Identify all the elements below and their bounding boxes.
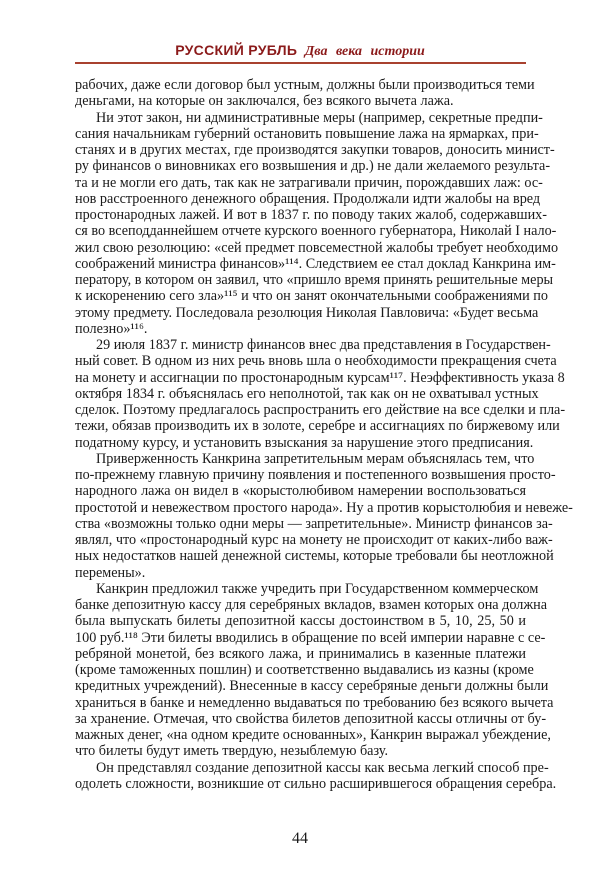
paragraph [75, 109, 559, 338]
text-line: Он представлял создание депозитной кассы как весьма легкий способ пре- [96, 759, 549, 776]
paragraph [75, 450, 573, 581]
text-line: ператору, в котором он заявил, что «пришло время принять решительные меры [75, 272, 554, 288]
text-line: сделок. Поэтому предлагалось распространить его действие на все сделки и пла- [75, 402, 566, 418]
text-line: та и не могли его дать, так как не затрагивали причин, порождавших лаж: ос- [75, 174, 543, 191]
text-line: ных недостатков нашей денежной системы, которые требовали бы неотложной [75, 548, 554, 565]
text-line: ребряной монетой, без всякого лажа, и принимались в казенные платежи [75, 645, 526, 662]
text-line: кредитных учреждений). Внесенные в кассу серебряные деньги должны были [75, 678, 549, 695]
text-line: на монету и ассигнации по простонародным курсам¹¹⁷. Неэффективность указа 8 [75, 369, 565, 386]
text-line: к искоренению сего зла»¹¹⁵ и что он занят окончательными соображениями по [75, 288, 548, 305]
text-line: рабочих, даже если договор был устным, должны были производиться теми [75, 77, 535, 93]
text-line: ся во всеподданнейшем отчете курского военного губернатора, Николай I нало- [75, 223, 557, 240]
header-rule [75, 62, 526, 64]
text-line: Приверженность Канкрина запретительным мерам объяснялась тем, что [96, 450, 535, 467]
text-line: 29 июля 1837 г. министр финансов внес два представления в Государствен- [96, 337, 551, 353]
text-line: храниться в банке и немедленно выдаваться по требованию без всякого вычета [75, 694, 554, 711]
running-header [0, 42, 600, 60]
text-line: (кроме таможенных пошлин) и соответственно выдавались из казны (кроме [75, 662, 534, 678]
book-title: РУССКИЙ РУБЛЬ [175, 42, 298, 58]
text-line: деньгами, на которые он заключался, без всякого вычета лажа. [75, 93, 454, 110]
paragraph [75, 77, 535, 110]
text-line: за хранение. Отмечая, что свойства билетов депозитной кассы отличны от бу- [75, 710, 547, 727]
page-number: 44 [292, 830, 308, 847]
text-line: ства «возможны только одни меры — запретительные». Министр финансов за- [75, 515, 553, 532]
text-line: простонародных лажей. И вот в 1837 г. по поводу таких жалоб, содержавших- [75, 207, 547, 223]
text-line: соображений министра финансов»¹¹⁴. Следствием ее стал доклад Канкрина им- [75, 255, 556, 272]
text-line: этому предмету. Последовала резолюция Николая Павловича: «Будет весьма [75, 304, 539, 321]
paragraph [75, 759, 557, 793]
text-line: тежи, обязав производить их в золоте, серебре и ассигнациях по биржевому или [75, 418, 560, 435]
text-line: была выпускать билеты депозитной кассы достоинством в 5, 10, 25, 50 и [75, 613, 526, 630]
paragraph [75, 580, 554, 760]
text-line: нов расстроенного денежного обращения. Продолжали идти жалобы на вред [75, 190, 541, 207]
text-line: народного лажа он видел в «корыстолюбивом намерении воспользоваться [75, 483, 526, 500]
text-line: податному курсу, и установить взыскания за нарушение этого предписания. [75, 434, 534, 451]
text-line: ру финансов о виновниках его возвышения и др.) не дали желаемого результа- [75, 158, 551, 175]
text-line: простотой и невежеством простого народа». Ну а против корыстолюбия и невеже- [75, 499, 573, 516]
text-line: перемены». [75, 564, 146, 581]
text-line: октября 1834 г. объяснялась его неполнотой, так как он не охватывал устных [75, 385, 539, 402]
text-line: что билеты будут иметь твердую, незыблемую базу. [75, 743, 389, 760]
text-line: мажных денег, «на одном кредите основанных», Канкрин выражал убеждение, [75, 727, 551, 743]
text-line: 100 руб.¹¹⁸ Эти билеты вводились в обращение по всей империи наравне с се- [75, 629, 546, 646]
page-body [75, 77, 573, 792]
text-line: Канкрин предложил также учредить при Государственном коммерческом [96, 580, 539, 597]
text-line: одолеть сложности, возникшие от сильно расширившегося обращения серебра. [75, 775, 557, 792]
text-line: жил свою резолюцию: «сей предмет повсеместной жалобы требует необходимо [75, 239, 559, 256]
text-line: по-прежнему главную причину появления и постепенного возвышения просто- [75, 467, 556, 483]
text-line: Ни этот закон, ни административные меры (например, секретные предпи- [96, 109, 543, 126]
book-subtitle: Два века истории [304, 44, 425, 59]
text-line: станях и в других местах, где производятся закупки товаров, доносить минист- [75, 142, 555, 158]
text-line: являл, что «простонародный курс на монету не происходит от каких-либо важ- [75, 532, 553, 548]
text-line: полезно»¹¹⁶. [75, 320, 148, 337]
text-line: ный совет. В одном из них речь вновь шла о необходимости прекращения счета [75, 353, 557, 370]
text-line: банке депозитную кассу для серебряных вкладов, взамен которых она должна [75, 597, 548, 613]
paragraph [75, 337, 566, 451]
text-line: сания начальникам губерний остановить повышение лажа на ярмарках, при- [75, 125, 539, 142]
